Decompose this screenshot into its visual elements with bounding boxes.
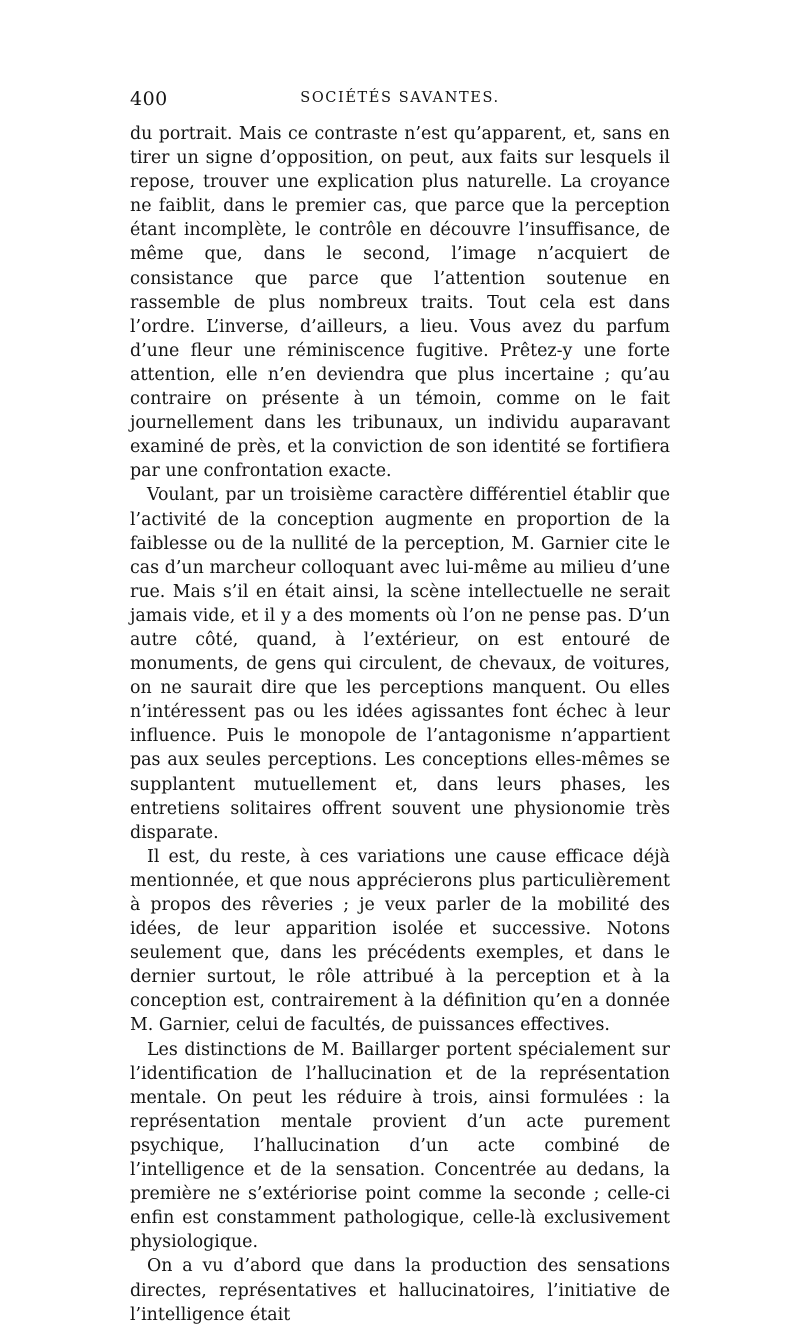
paragraph: On a vu d’abord que dans la production des sensations directes, représentatives et hallucinatoires, l’initiative de l’intelligence était [130,1256,670,1325]
paragraph: Les distinctions de M. Baillarger portent spécialement sur l’identification de l’hallucination et de la représentation mentale. On peut les réduire à trois, ainsi formulées : la représentation mentale provient d’un acte purement psychique, l’hallucination d’un acte combiné de l’intelligence et de la sensation. Concentrée au dedans, la première ne s’extériorise point comme la seconde ; celle-ci enfin est constamment pathologique, celle-là exclusivement physiologique. [130,1039,670,1253]
page-number: 400 [130,88,168,110]
book-page [130,88,670,1327]
running-head [130,88,670,122]
paragraph: Voulant, par un troisième caractère différentiel établir que l’activité de la conception augmente en proportion de la faiblesse ou de la nullité de la perception, M. Garnier cite le cas d’un marcheur colloquant avec lui-même au milieu d’une rue. Mais s’il en était ainsi, la scène intellectuelle ne serait jamais vide, et il y a des moments où l’on ne pense pas. D’un autre côté, quand, à l’extérieur, on est entouré de monuments, de gens qui circulent, de chevaux, de voitures, on ne saurait dire que les perceptions manquent. Ou elles n’intéressent pas ou les idées agissantes font échec à leur influence. Puis le monopole de l’antagonisme n’appartient pas aux seules perceptions. Les conceptions elles-mêmes se supplantent mutuellement et, dans leurs phases, les entretiens solitaires offrent souvent une physionomie très disparate. [130,485,670,843]
paragraph: Il est, du reste, à ces variations une cause efficace déjà mentionnée, et que nous apprécierons plus particulièrement à propos des rêveries ; je veux parler de la mobilité des idées, de leur apparition isolée et successive. Notons seulement que, dans les précédents exemples, et dans le dernier surtout, le rôle attribué à la perception et à la conception est, contrairement à la définition qu’en a donnée M. Garnier, celui de facultés, de puissances effectives. [130,846,670,1036]
paragraph-continued: du portrait. Mais ce contraste n’est qu’apparent, et, sans en tirer un signe d’opposition, on peut, aux faits sur lesquels il repose, trouver une explication plus naturelle. La croyance ne faiblit, dans le premier cas, que parce que la perception étant incomplète, le contrôle en découvre l’insuffisance, de même que, dans le second, l’image n’acquiert de consistance que parce que l’attention soutenue en rassemble de plus nombreux traits. Tout cela est dans l’ordre. L’inverse, d’ailleurs, a lieu. Vous avez du parfum d’une fleur une réminiscence fugitive. Prêtez-y une forte attention, elle n’en deviendra que plus incertaine ; qu’au contraire on présente à un témoin, comme on le fait journellement dans les tribunaux, un individu auparavant examiné de près, et la conviction de son identité se fortifiera par une confrontation exacte. [130,124,670,482]
running-title: SOCIÉTÉS SAVANTES. [300,90,500,106]
body-text [130,122,670,1327]
